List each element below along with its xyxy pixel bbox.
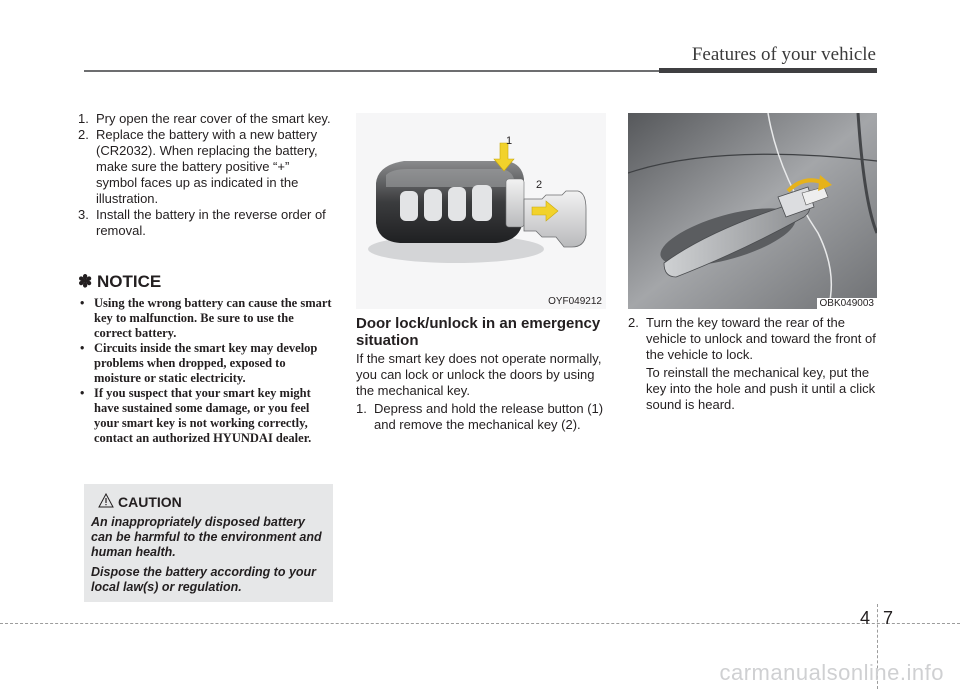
door-handle-drawing xyxy=(628,113,877,309)
notice-item: • Using the wrong battery can cause the smart key to malfunction. Be sure to use the correct battery. xyxy=(80,296,332,340)
caution-body: An inappropriately disposed battery can be harmful to the environment and human health. Dispose the battery according to your local law(s) or regulation. xyxy=(91,515,322,594)
notice-item: • Circuits inside the smart key may develop problems when dropped, exposed to moisture or static electricity. xyxy=(80,341,318,385)
emergency-section xyxy=(356,315,606,433)
emergency-steps-continued xyxy=(628,315,878,413)
warning-triangle-icon xyxy=(98,493,114,508)
notice-list xyxy=(80,296,334,446)
notice-heading: ✽ NOTICE xyxy=(78,272,162,291)
door-handle-photo xyxy=(628,113,877,309)
step-item: 2. Replace the battery with a new battery (CR2032). When replacing the battery, make sure the battery positive “+” symbol faces up as indicated in the illustration. xyxy=(78,127,318,206)
header-rule xyxy=(84,70,659,72)
smart-key-drawing xyxy=(356,113,606,309)
page-number: 7 xyxy=(883,608,894,628)
caution-box xyxy=(84,484,333,602)
figure-code: OYF049212 xyxy=(548,296,602,307)
footer-rule xyxy=(0,623,960,624)
figure-code: OBK049003 xyxy=(817,298,878,309)
step-item: 1. Depress and hold the release button (1) and remove the mechanical key (2). xyxy=(356,401,604,432)
step-item: 2. Turn the key toward the rear of the vehicle to unlock and toward the front of the vehicle to lock. xyxy=(628,315,876,362)
step-item: 1. Pry open the rear cover of the smart key. xyxy=(78,111,331,126)
callout-2: 2 xyxy=(536,179,543,191)
section-title: Features of your vehicle xyxy=(691,44,876,65)
notice-item: • If you suspect that your smart key might have sustained some damage, or you feel your smart key is not working correctly, contact an authorized HYUNDAI dealer. xyxy=(80,386,312,445)
callout-1: 1 xyxy=(506,135,513,147)
intro-text: If the smart key does not operate normally, you can lock or unlock the doors by using the mechanical key. xyxy=(356,351,602,398)
smart-key-illustration xyxy=(356,113,606,309)
step-item: 3. Install the battery in the reverse order of removal. xyxy=(78,207,326,238)
reinstall-text: To reinstall the mechanical key, put the key into the hole and push it until a click sound is heard. xyxy=(646,365,876,412)
caution-title: CAUTION xyxy=(118,494,182,510)
header-rule-accent xyxy=(659,68,877,73)
page-section-number: 4 xyxy=(860,608,871,628)
section-heading: Door lock/unlock in an emergency situation xyxy=(356,315,601,349)
watermark: carmanualsonline.info xyxy=(719,660,944,685)
battery-steps xyxy=(78,111,334,239)
